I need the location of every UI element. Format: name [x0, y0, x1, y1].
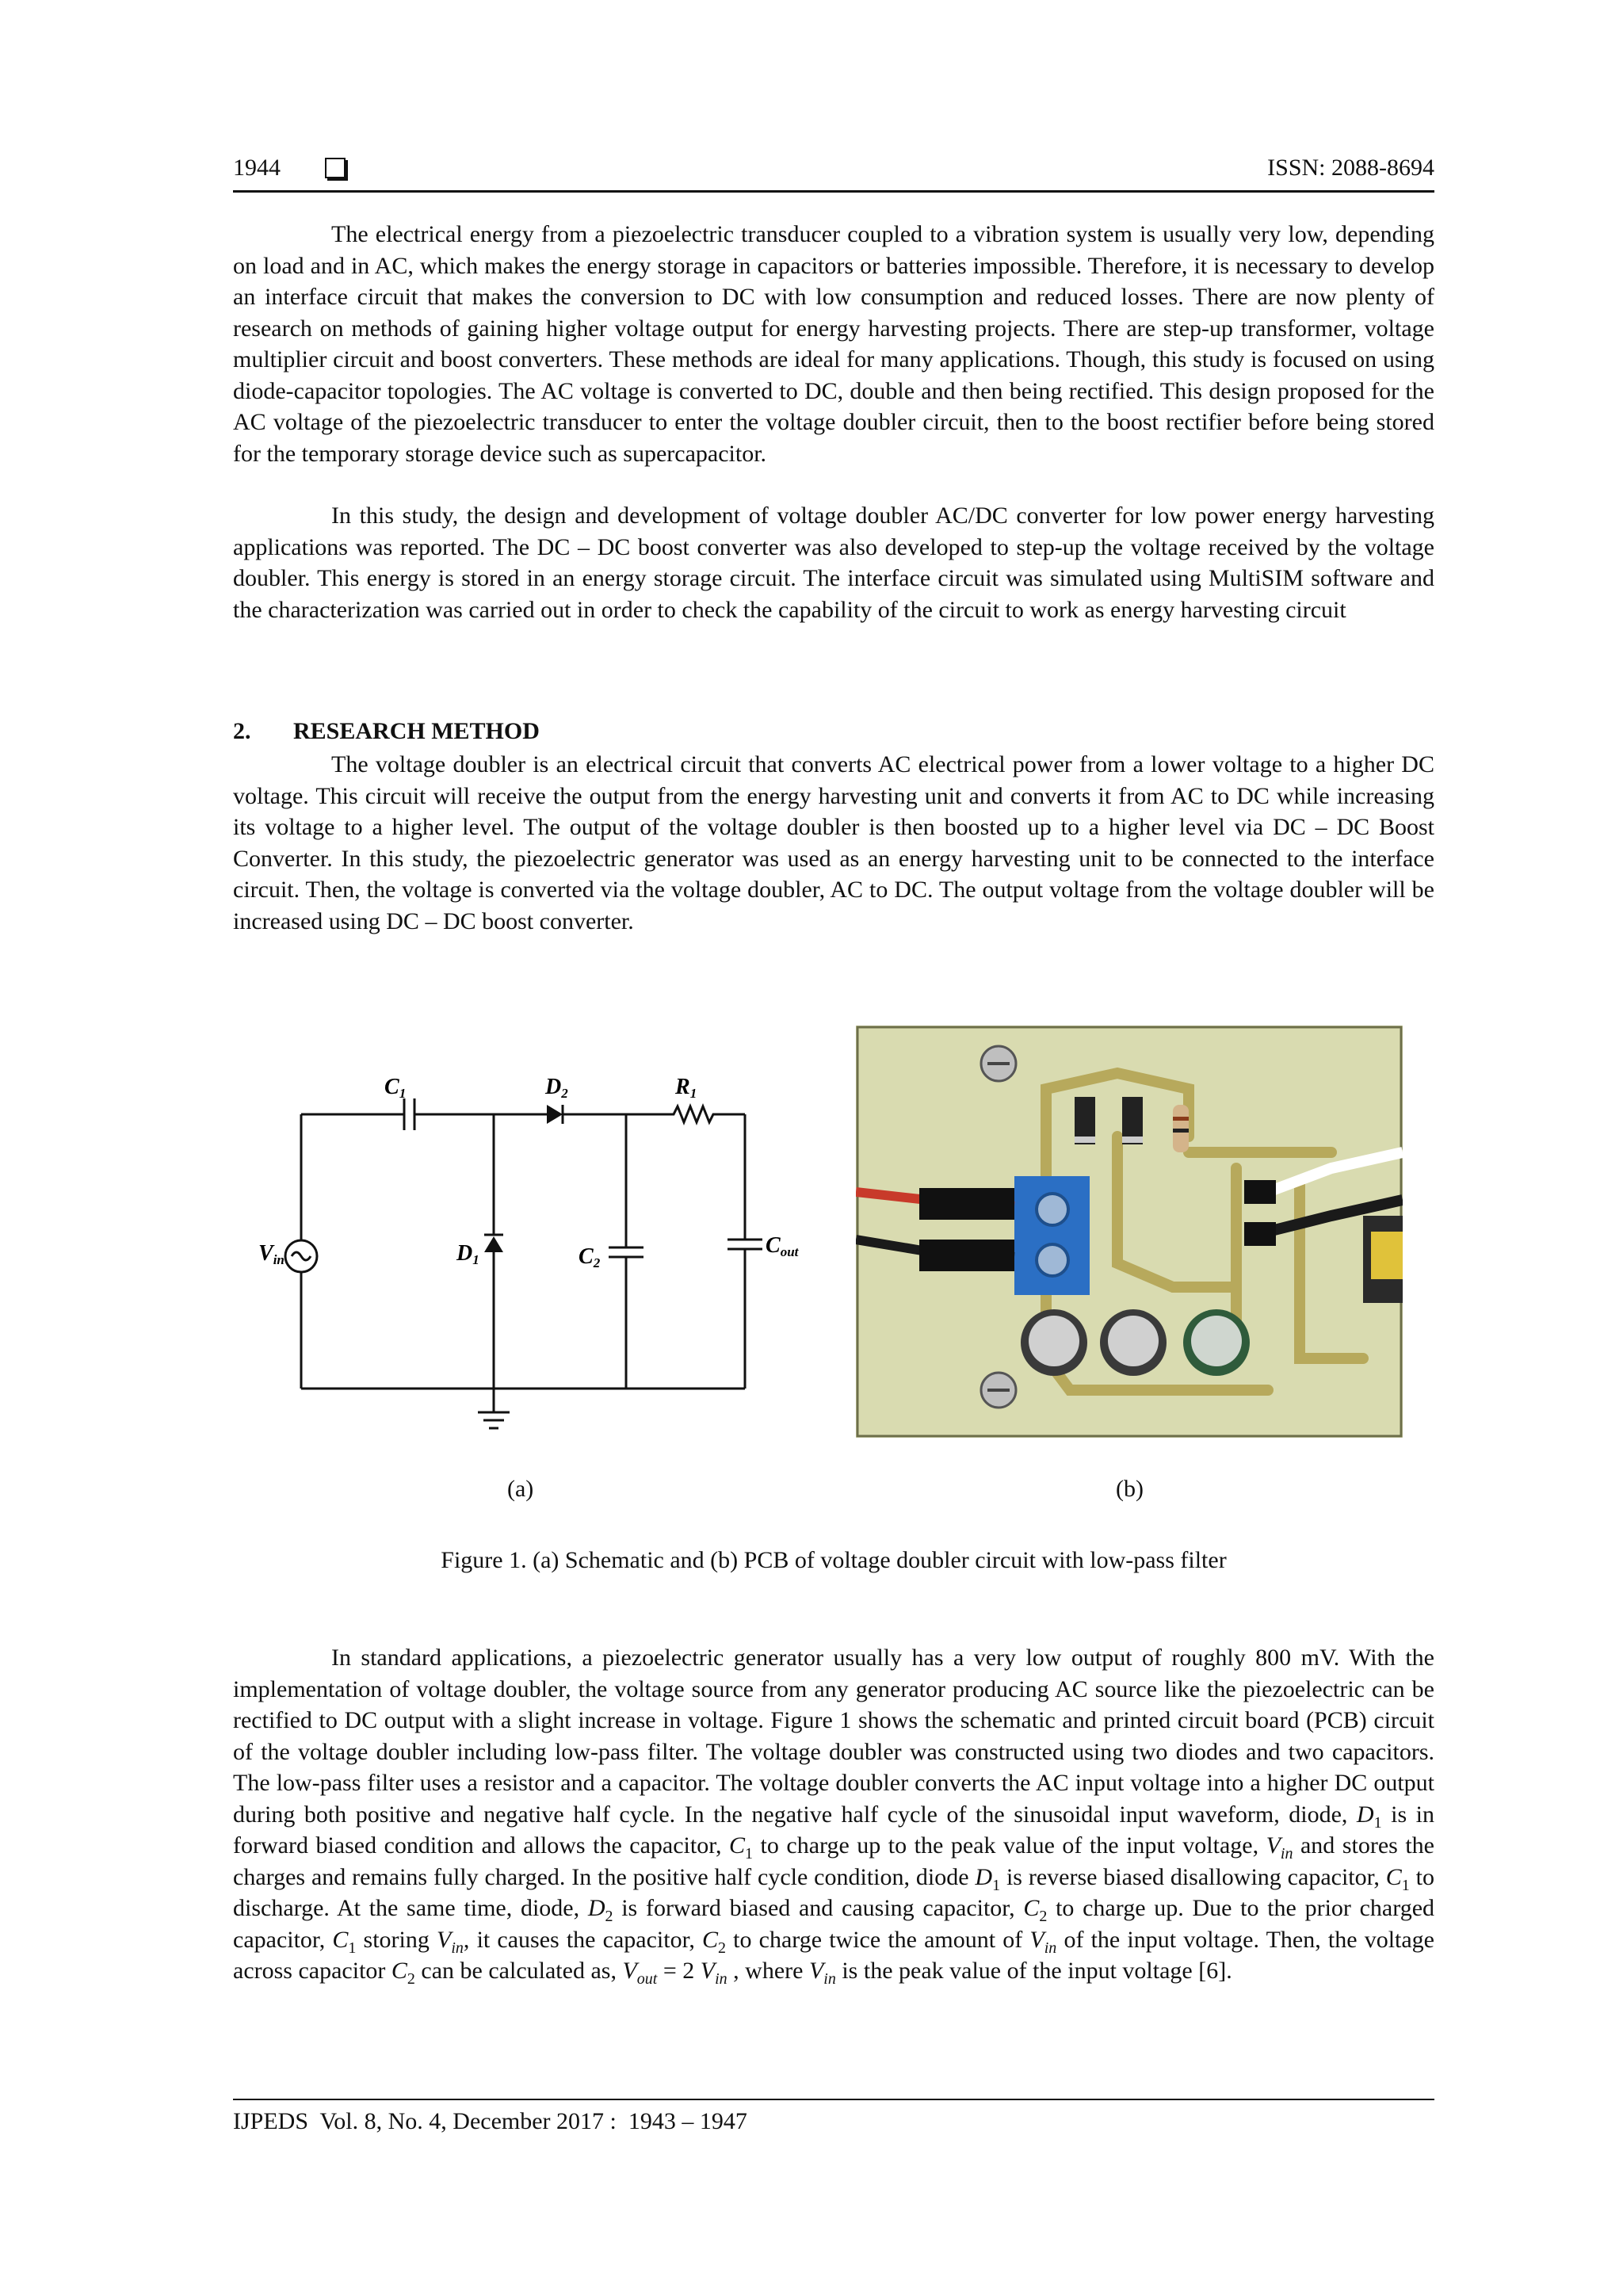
label-d2: D2 [545, 1075, 568, 1101]
header-rule [233, 190, 1434, 193]
label-r1: R1 [675, 1075, 697, 1101]
section-title: RESEARCH METHOD [293, 718, 540, 744]
schematic-diagram [254, 1062, 824, 1458]
intro-paragraph-1: The electrical energy from a piezoelectric transducer coupled to a vibration system is usually very low, depending on load and in AC, which makes the energy storage in capacitors or batteries impossible. Therefore, it is necessary to develop an interface circuit that makes the conversion to DC with low consumption and reduced losses. There are now plenty of research on methods of gaining higher voltage output for energy harvesting projects. There are step-up transformer, voltage multiplier circuit and boost converters. These methods are ideal for many applications. Though, this study is focused on using diode-capacitor topologies. The AC voltage is converted to DC, double and then being rectified. This design proposed for the AC voltage of the piezoelectric transducer to enter the voltage doubler circuit, then to the boost rectifier before being stored for the temporary storage device such as supercapacitor. [233, 221, 1434, 467]
page-number: 1944 [233, 155, 281, 181]
figure-label-b: (b) [1116, 1476, 1144, 1502]
label-c1: C1 [384, 1075, 407, 1101]
figure-label-a: (a) [507, 1476, 534, 1502]
section-heading [233, 718, 540, 745]
figure-caption: Figure 1. (a) Schematic and (b) PCB of voltage doubler circuit with low-pass filter [441, 1547, 1227, 1573]
journal-issn: ISSN: 2088-8694 [1267, 155, 1434, 181]
label-c2: C2 [579, 1244, 601, 1270]
label-vin: Vin [258, 1241, 285, 1267]
square-bullet-icon [325, 158, 346, 178]
pcb-photo [856, 1026, 1403, 1438]
journal-footer: IJPEDS Vol. 8, No. 4, December 2017 : 1943 – 1947 [233, 2108, 747, 2134]
label-cout: Cout [766, 1233, 799, 1259]
intro-paragraph-2: In this study, the design and development of voltage doubler AC/DC converter for low power energy harvesting applications was reported. The DC – DC boost converter was also developed to step-up the voltage received by the voltage doubler. This energy is stored in an energy storage circuit. The interface circuit was simulated using MultiSIM software and the characterization was carried out in order to check the capability of the circuit to work as energy harvesting circuit [233, 502, 1434, 623]
research-method-paragraph: The voltage doubler is an electrical circuit that converts AC electrical power from a lower voltage to a higher DC voltage. This circuit will receive the output from the energy harvesting unit and converts it from AC to DC while increasing its voltage to a higher level. The output of the voltage doubler is then boosted up to a higher level via DC – DC Boost Converter. In this study, the piezoelectric generator was used as an energy harvesting unit to be connected to the interface circuit. Then, the voltage is converted via the voltage doubler, AC to DC. The output voltage from the voltage doubler will be increased using DC – DC boost converter. [233, 751, 1434, 934]
section-number: 2. [233, 718, 251, 744]
label-d1: D1 [456, 1241, 479, 1267]
footer-rule [233, 2099, 1434, 2100]
body-paragraph: In standard applications, a piezoelectric generator usually has a very low output of roughly 800 mV. With the implementation of voltage doubler, the voltage source from any generator producing AC source like the piezoelectric can be rectified to DC output with a slight increase in voltage. Figure 1 shows the schematic and printed circuit board (PCB) circuit of the voltage doubler including low-pass filter. The voltage doubler was constructed using two diodes and two capacitors. The low-pass filter uses a resistor and a capacitor. The voltage doubler converts the AC input voltage into a higher DC output during both positive and negative half cycle. In the negative half cycle of the sinusoidal input waveform, diode, $D_1$ is in forward biased condition and allows the capacitor, $C_1$ to charge up to the peak value of the input voltage, $V_{in}$ and stores the charges and remains fully charged. In the positive half cycle condition, diode $D_1$ is reverse biased disallowing capacitor, $C_1$ to discharge. At the same time, diode, $D_2$ is forward biased and causing capacitor, $C_2$ to charge up. Due to the prior charged capacitor, $C_1$ storing $V_{in}$, it causes the capacitor, $C_2$ to charge twice the amount of $V_{in}$ of the input voltage. Then, the voltage across capacitor $C_2$ can be calculated as, $V_{out} = 2$ $V_{in}$ , where $V_{in}$ is the peak value of the input voltage [6]. [233, 1645, 1435, 1988]
